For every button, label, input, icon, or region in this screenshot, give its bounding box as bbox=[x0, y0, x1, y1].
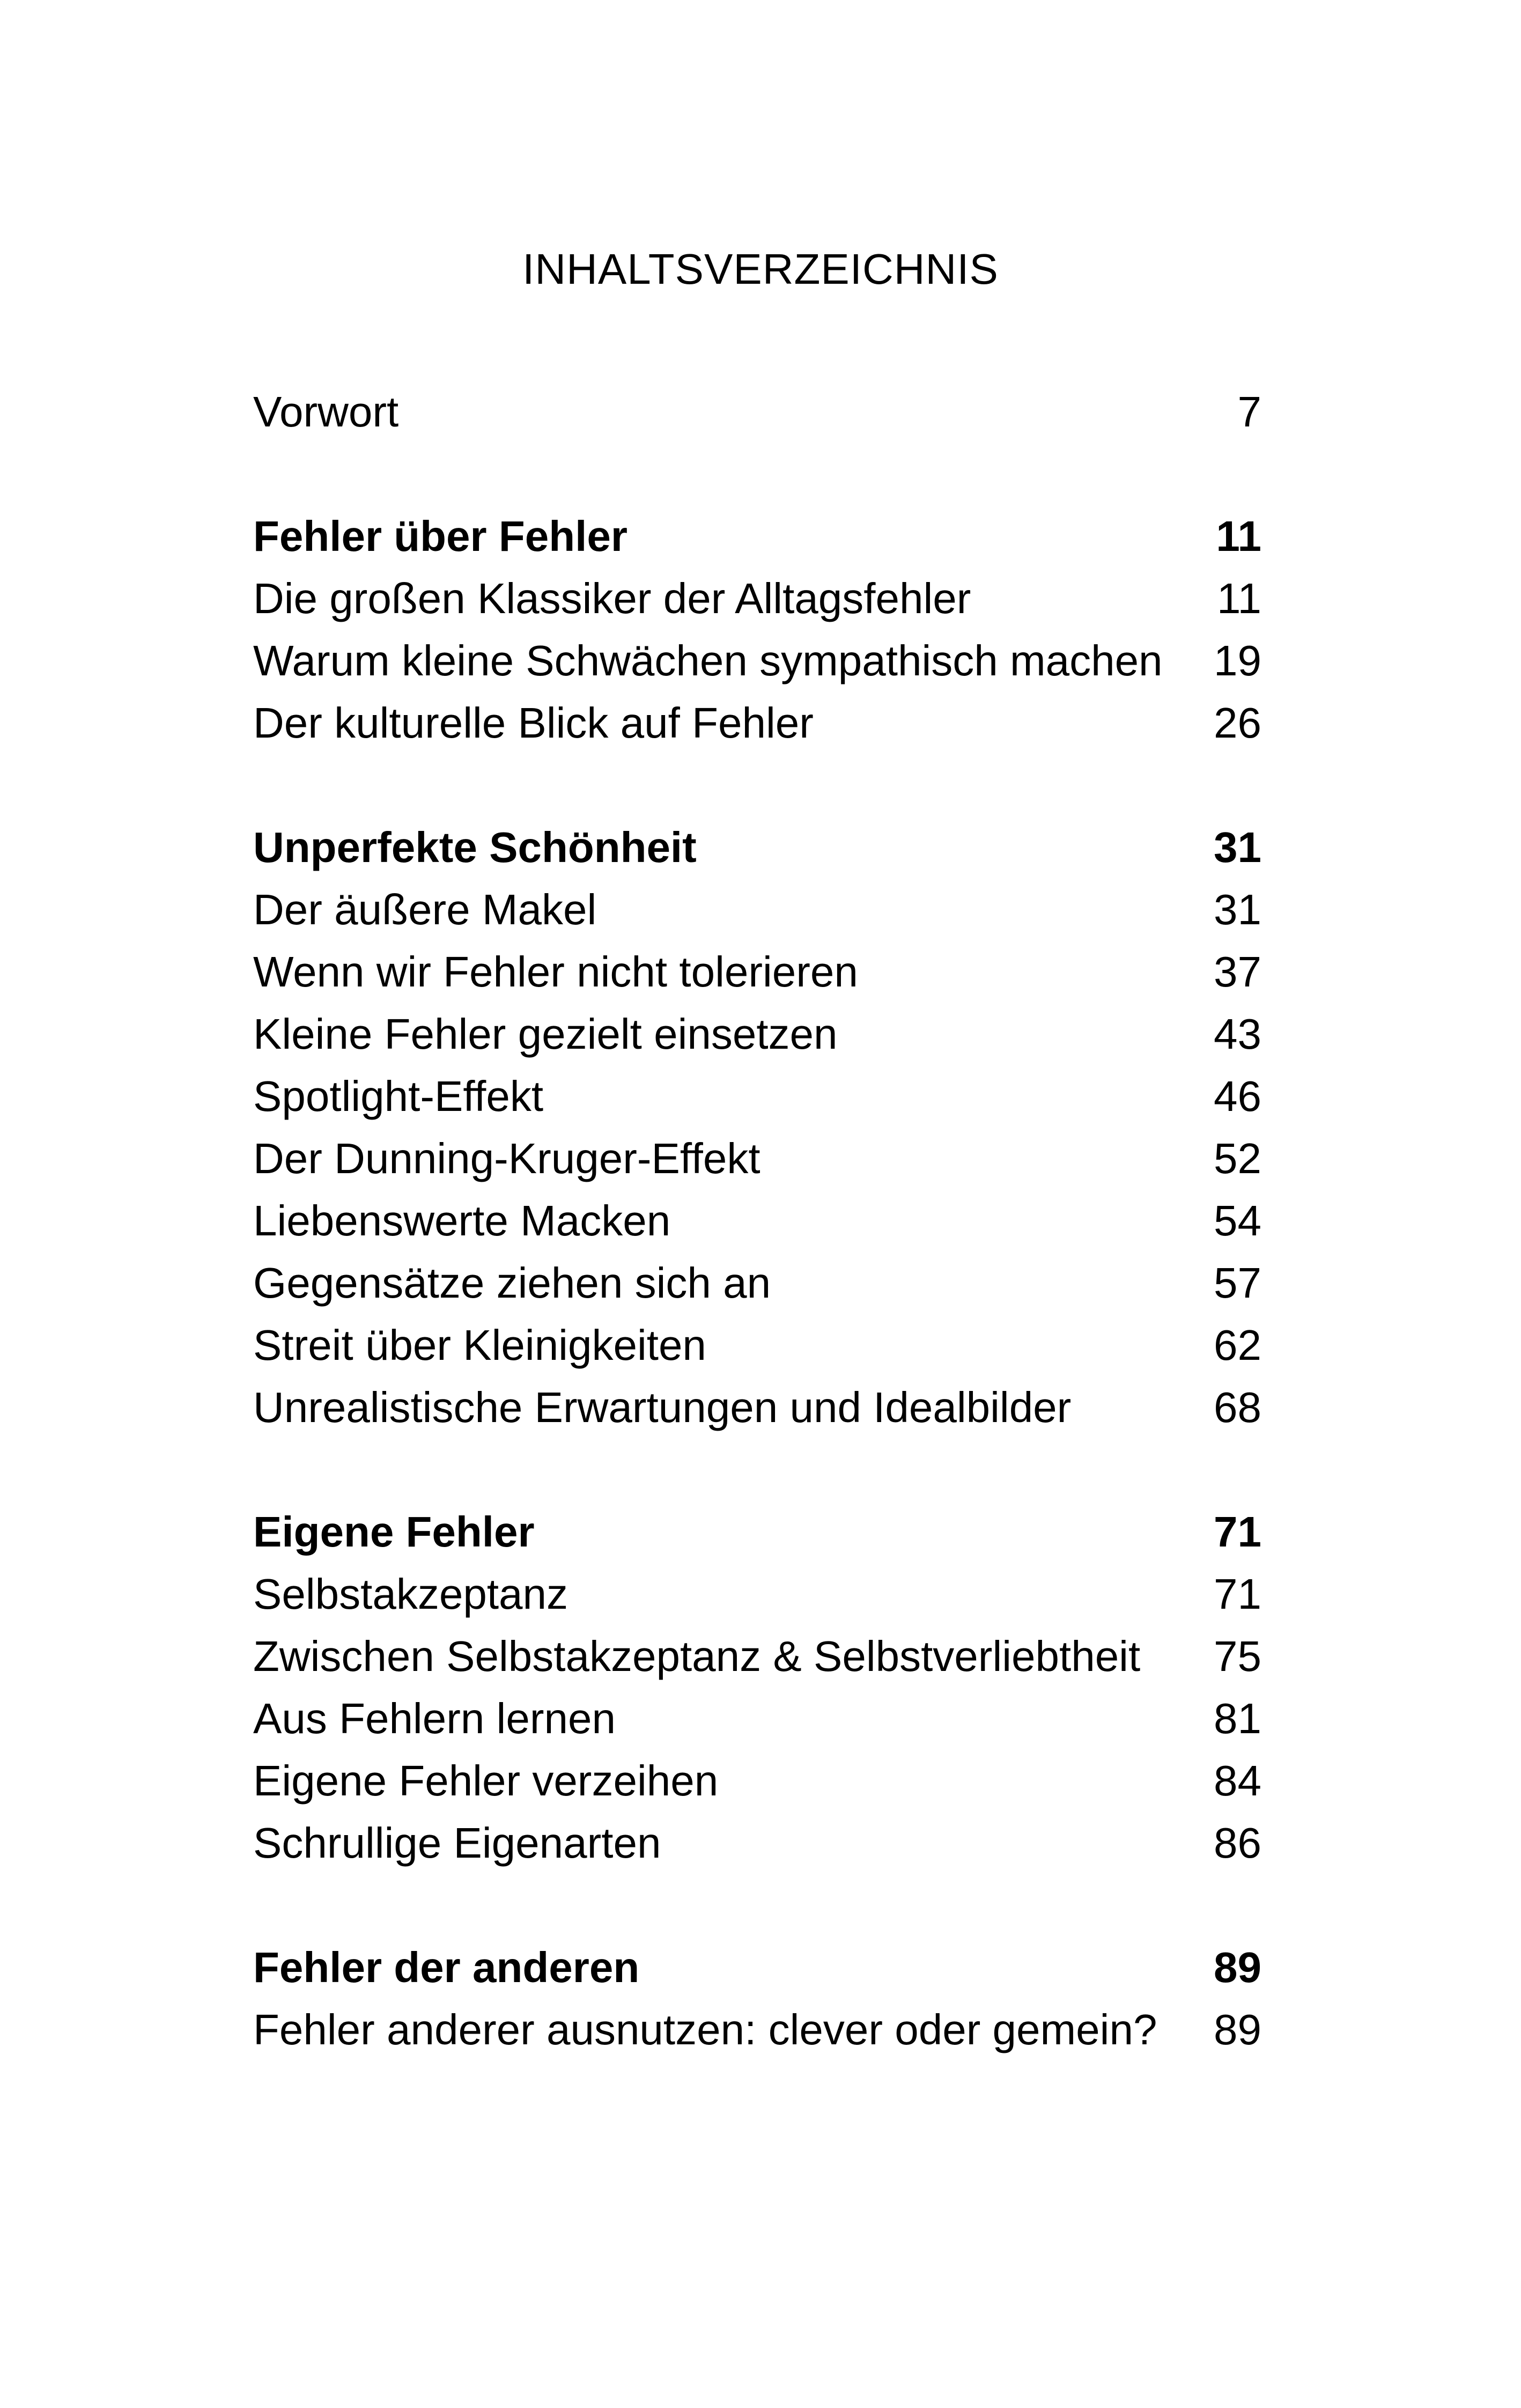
toc-entry bbox=[253, 630, 1261, 692]
toc-entry-label: Streit über Kleinigkeiten bbox=[253, 1321, 706, 1369]
toc-entry-label: Spotlight-Effekt bbox=[253, 1072, 544, 1120]
toc-chapter-page: 31 bbox=[1214, 823, 1261, 871]
toc-entry-page: 26 bbox=[1214, 699, 1261, 747]
toc-entry-label: Gegensätze ziehen sich an bbox=[253, 1259, 771, 1307]
toc-entry-label: Warum kleine Schwächen sympathisch machen bbox=[253, 637, 1163, 684]
toc-entry-page: 7 bbox=[1237, 388, 1261, 436]
toc-entry-page: 37 bbox=[1214, 948, 1261, 996]
table-of-contents bbox=[253, 381, 1261, 2061]
toc-entry bbox=[253, 879, 1261, 941]
section-spacer bbox=[253, 443, 1261, 505]
toc-entry bbox=[253, 568, 1261, 630]
toc-title: INHALTSVERZEICHNIS bbox=[522, 245, 999, 293]
toc-entry-label: Liebenswerte Macken bbox=[253, 1197, 671, 1244]
toc-entry-label: Wenn wir Fehler nicht tolerieren bbox=[253, 948, 858, 996]
toc-entry bbox=[253, 692, 1261, 754]
toc-entry-page: 71 bbox=[1214, 1570, 1261, 1618]
toc-entry-label: Der kulturelle Blick auf Fehler bbox=[253, 699, 814, 747]
toc-entry-preface bbox=[253, 381, 1261, 443]
toc-entry-label: Eigene Fehler verzeihen bbox=[253, 1757, 719, 1805]
toc-entry bbox=[253, 1563, 1261, 1625]
section-spacer bbox=[253, 1874, 1261, 1936]
toc-entry bbox=[253, 1065, 1261, 1128]
toc-chapter-page: 89 bbox=[1214, 1943, 1261, 1991]
section-spacer bbox=[253, 1439, 1261, 1501]
toc-chapter-label: Fehler der anderen bbox=[253, 1943, 640, 1991]
toc-entry-page: 54 bbox=[1214, 1197, 1261, 1244]
toc-chapter-heading bbox=[253, 505, 1261, 568]
toc-entry bbox=[253, 1999, 1261, 2061]
toc-entry-label: Unrealistische Erwartungen und Idealbilder bbox=[253, 1383, 1072, 1431]
toc-entry bbox=[253, 1625, 1261, 1688]
toc-entry-page: 19 bbox=[1214, 637, 1261, 684]
toc-entry-page: 62 bbox=[1214, 1321, 1261, 1369]
toc-entry bbox=[253, 1376, 1261, 1439]
toc-entry-label: Der äußere Makel bbox=[253, 886, 597, 933]
toc-chapter-heading bbox=[253, 1936, 1261, 1999]
toc-entry bbox=[253, 1688, 1261, 1750]
toc-chapter-label: Unperfekte Schönheit bbox=[253, 823, 697, 871]
toc-entry-label: Zwischen Selbstakzeptanz & Selbstverliebtheit bbox=[253, 1632, 1141, 1680]
toc-entry-page: 86 bbox=[1214, 1819, 1261, 1867]
toc-entry bbox=[253, 1190, 1261, 1252]
toc-entry bbox=[253, 941, 1261, 1003]
toc-entry-label: Aus Fehlern lernen bbox=[253, 1695, 616, 1742]
toc-entry-label: Die großen Klassiker der Alltagsfehler bbox=[253, 575, 971, 622]
toc-entry-page: 89 bbox=[1214, 2006, 1261, 2053]
toc-entry-page: 43 bbox=[1214, 1010, 1261, 1058]
toc-entry-page: 31 bbox=[1214, 886, 1261, 933]
toc-entry-page: 46 bbox=[1214, 1072, 1261, 1120]
toc-entry-label: Vorwort bbox=[253, 388, 399, 436]
toc-entry bbox=[253, 1003, 1261, 1065]
toc-entry-page: 75 bbox=[1214, 1632, 1261, 1680]
toc-entry-label: Der Dunning-Kruger-Effekt bbox=[253, 1135, 760, 1182]
toc-chapter-page: 71 bbox=[1214, 1508, 1261, 1556]
toc-entry-label: Fehler anderer ausnutzen: clever oder gemein? bbox=[253, 2006, 1157, 2053]
toc-entry-label: Schrullige Eigenarten bbox=[253, 1819, 661, 1867]
toc-entry-page: 52 bbox=[1214, 1135, 1261, 1182]
toc-entry-page: 68 bbox=[1214, 1383, 1261, 1431]
toc-entry bbox=[253, 1314, 1261, 1376]
toc-chapter-label: Eigene Fehler bbox=[253, 1508, 535, 1556]
toc-entry bbox=[253, 1812, 1261, 1874]
toc-entry-label: Selbstakzeptanz bbox=[253, 1570, 568, 1618]
toc-entry bbox=[253, 1750, 1261, 1812]
toc-entry bbox=[253, 1128, 1261, 1190]
toc-chapter-heading bbox=[253, 816, 1261, 879]
toc-chapter-heading bbox=[253, 1501, 1261, 1563]
section-spacer bbox=[253, 754, 1261, 816]
toc-entry-label: Kleine Fehler gezielt einsetzen bbox=[253, 1010, 838, 1058]
toc-entry-page: 11 bbox=[1216, 575, 1261, 622]
toc-chapter-page: 11 bbox=[1216, 512, 1261, 560]
toc-chapter-label: Fehler über Fehler bbox=[253, 512, 627, 560]
toc-entry-page: 57 bbox=[1214, 1259, 1261, 1307]
toc-entry-page: 84 bbox=[1214, 1757, 1261, 1805]
toc-entry-page: 81 bbox=[1214, 1695, 1261, 1742]
toc-entry bbox=[253, 1252, 1261, 1314]
